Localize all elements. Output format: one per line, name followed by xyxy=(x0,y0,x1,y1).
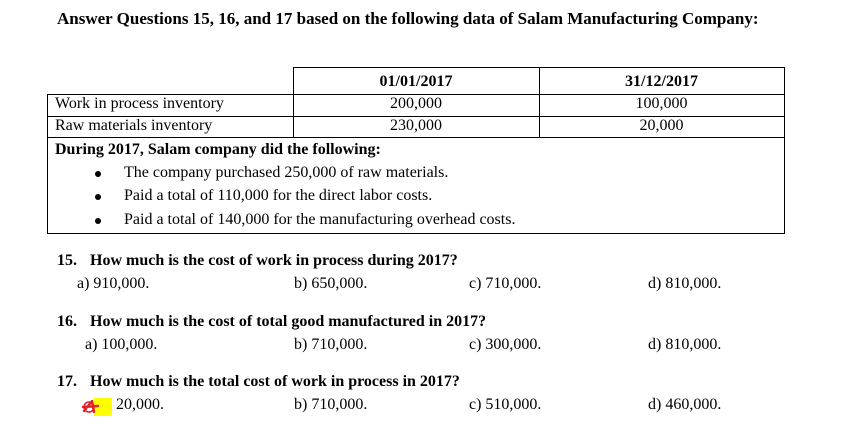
question-text: How much is the cost of work in process during 2017? xyxy=(90,252,458,269)
option-d: d) 810,000. xyxy=(648,275,722,292)
row-label: Raw materials inventory xyxy=(55,117,213,134)
bullet-item: The company purchased 250,000 of raw materials. xyxy=(124,164,449,181)
question-text: How much is the cost of total good manufactured in 2017? xyxy=(90,313,487,330)
bullet-icon xyxy=(95,194,101,200)
bullet-icon xyxy=(95,218,101,224)
question-number: 15. xyxy=(57,252,77,269)
row-value: 230,000 xyxy=(390,117,442,134)
intro-text: Answer Questions 15, 16, and 17 based on the following data of Salam Manufacturing Company: xyxy=(57,9,759,28)
row-value: 200,000 xyxy=(390,95,442,112)
question-text: How much is the total cost of work in process in 2017? xyxy=(90,373,460,390)
table-border xyxy=(47,233,785,234)
during-title: During 2017, Salam company did the following: xyxy=(55,141,381,158)
question-number: 16. xyxy=(57,313,77,330)
option-d: d) 810,000. xyxy=(648,336,722,353)
bullet-icon xyxy=(95,171,101,177)
option-c: c) 510,000. xyxy=(469,396,542,413)
option-a: a) 910,000. xyxy=(77,275,150,292)
row-value: 20,000 xyxy=(639,117,684,134)
option-c: c) 710,000. xyxy=(469,275,542,292)
bullet-item: Paid a total of 140,000 for the manufacturing overhead costs. xyxy=(124,211,516,228)
bullet-item: Paid a total of 110,000 for the direct labor costs. xyxy=(124,187,433,204)
col1-header: 01/01/2017 xyxy=(379,73,453,90)
option-b: b) 710,000. xyxy=(294,336,368,353)
option-d: d) 460,000. xyxy=(648,396,722,413)
option-b: b) 650,000. xyxy=(294,275,368,292)
option-c: c) 300,000. xyxy=(469,336,542,353)
answer-mark-icon xyxy=(80,396,114,418)
row-label: Work in process inventory xyxy=(55,95,224,112)
table-border xyxy=(784,67,785,234)
row-value: 100,000 xyxy=(635,95,688,112)
option-a: 20,000. xyxy=(116,396,164,413)
question-number: 17. xyxy=(57,373,77,390)
table-border xyxy=(47,137,785,138)
col2-header: 31/12/2017 xyxy=(625,73,698,90)
option-b: b) 710,000. xyxy=(294,396,368,413)
option-a: a) 100,000. xyxy=(85,336,158,353)
table-border xyxy=(47,94,48,234)
